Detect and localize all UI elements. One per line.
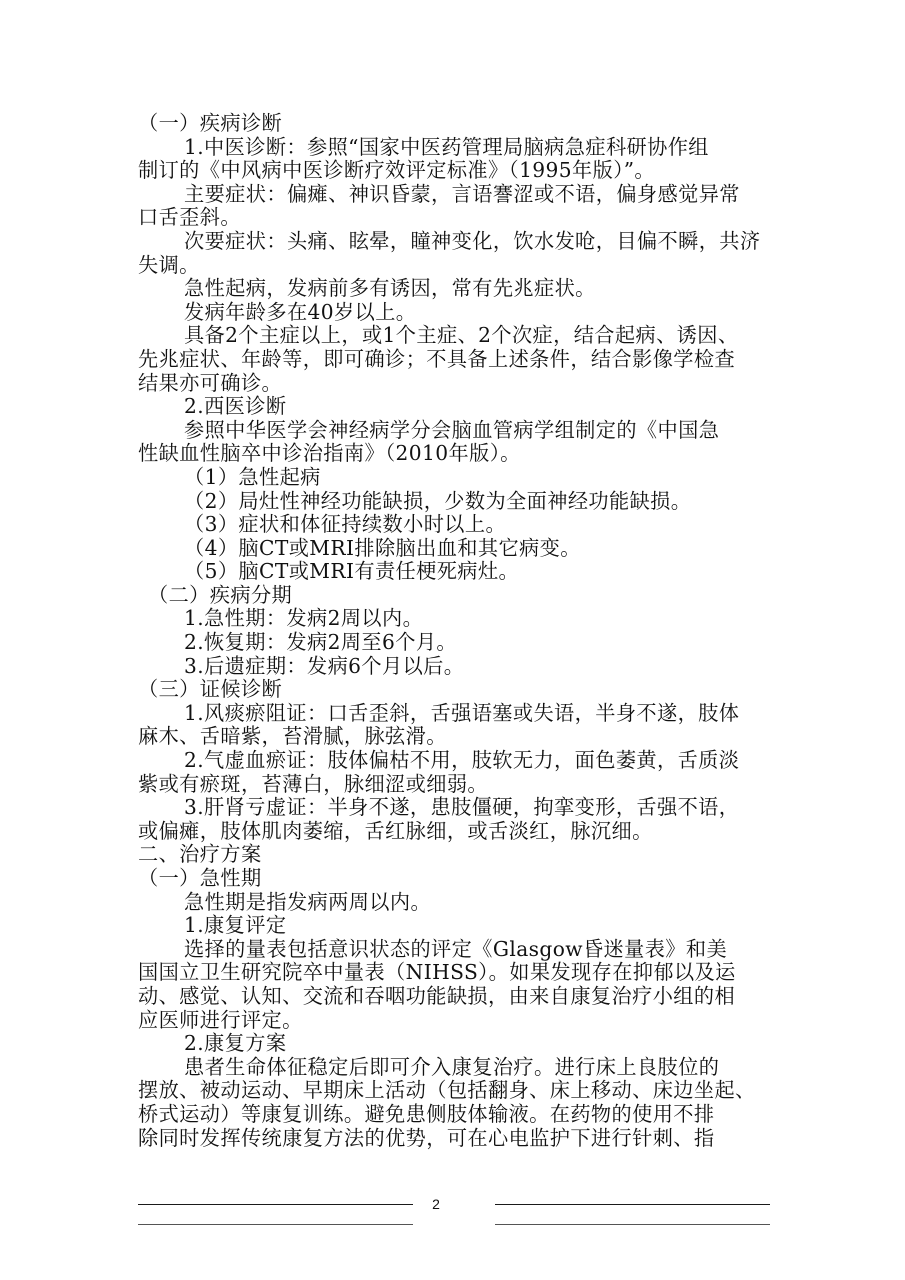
text-line: 桥式运动）等康复训练。避免患侧肢体输液。在药物的使用不排 [138,1102,715,1126]
footer-rule-left [138,1204,413,1205]
text-line: 2.西医诊断 [184,395,287,419]
text-line: 动、感觉、认知、交流和吞咽功能缺损，由来自康复治疗小组的相 [138,984,736,1008]
text-line: 2.康复方案 [184,1032,287,1056]
text-line: 1.风痰瘀阻证：口舌歪斜，舌强语塞或失语，半身不遂，肢体 [184,701,740,725]
text-line: 具备2个主症以上，或1个主症、2个次症，结合起病、诱因、 [184,324,739,348]
text-line: 制订的《中风病中医诊断疗效评定标准》（1995年版）”。 [138,159,656,183]
text-line: 发病年龄多在40岁以上。 [184,300,417,324]
text-line: 国国立卫生研究院卒中量表（NIHSS）。如果发现存在抑郁以及运 [138,961,736,985]
text-line: 1.中医诊断：参照“国家中医药管理局脑病急症科研协作组 [184,135,709,159]
text-line: 应医师进行评定。 [138,1008,303,1032]
text-line: 急性期是指发病两周以内。 [184,890,432,914]
text-line: 紫或有瘀斑，苔薄白，脉细涩或细弱。 [138,772,488,796]
text-line: （三）证候诊断 [138,678,283,702]
text-line: （二）疾病分期 [148,583,293,607]
body-text [138,112,772,1150]
text-line: 或偏瘫，肢体肌肉萎缩，舌红脉细，或舌淡红，脉沉细。 [138,819,653,843]
footer-rule-right-lower [495,1224,770,1225]
text-line: 2.恢复期：发病2周至6个月。 [184,631,458,655]
text-line: 摆放、被动运动、早期床上活动（包括翻身、床上移动、床边坐起、 [138,1079,756,1103]
text-line: （1）急性起病 [184,465,321,489]
text-line: 次要症状：头痛、眩晕，瞳神变化，饮水发呛，目偏不瞬，共济 [184,229,761,253]
text-line: 3.后遗症期：发病6个月以后。 [184,654,465,678]
text-line: 参照中华医学会神经病学分会脑血管病学组制定的《中国急 [184,418,720,442]
text-line: 先兆症状、年龄等，即可确诊；不具备上述条件，结合影像学检查 [138,347,736,371]
page-footer [0,1188,905,1238]
text-line: 1.急性期：发病2周以内。 [184,607,424,631]
footer-rule-left-lower [138,1224,413,1225]
text-line: 患者生命体征稳定后即可介入康复治疗。进行床上良肢位的 [184,1055,720,1079]
text-line: 急性起病，发病前多有诱因，常有先兆症状。 [184,277,596,301]
text-line: 麻木、舌暗紫，苔滑腻，脉弦滑。 [138,725,447,749]
footer-rule-right [495,1204,770,1205]
text-line: 二、治疗方案 [138,843,262,867]
text-line: （一）疾病诊断 [138,112,283,135]
page-number: 2 [432,1196,440,1212]
text-line: （3）症状和体征持续数小时以上。 [184,513,507,537]
text-line: （4）脑CT或MRI排除脑出血和其它病变。 [184,536,581,560]
text-line: 失调。 [138,253,200,277]
text-line: （5）脑CT或MRI有责任梗死病灶。 [184,560,520,584]
text-line: 性缺血性脑卒中诊治指南》（2010年版）。 [138,442,521,466]
text-line: 除同时发挥传统康复方法的优势，可在心电监护下进行针刺、指 [138,1126,715,1150]
text-line: 选择的量表包括意识状态的评定《Glasgow昏迷量表》和美 [184,937,728,961]
text-line: 结果亦可确诊。 [138,371,283,395]
text-line: 口舌歪斜。 [138,206,241,230]
text-line: （一）急性期 [138,867,262,890]
text-line: 主要症状：偏瘫、神识昏蒙，言语謇涩或不语，偏身感觉异常 [184,182,740,206]
text-line: 3.肝肾亏虚证：半身不遂，患肢僵硬，拘挛变形，舌强不语， [184,796,740,820]
text-line: （2）局灶性神经功能缺损，少数为全面神经功能缺损。 [184,489,692,513]
text-line: 2.气虚血瘀证：肢体偏枯不用，肢软无力，面色萎黄，舌质淡 [184,749,740,773]
text-line: 1.康复评定 [184,914,287,938]
